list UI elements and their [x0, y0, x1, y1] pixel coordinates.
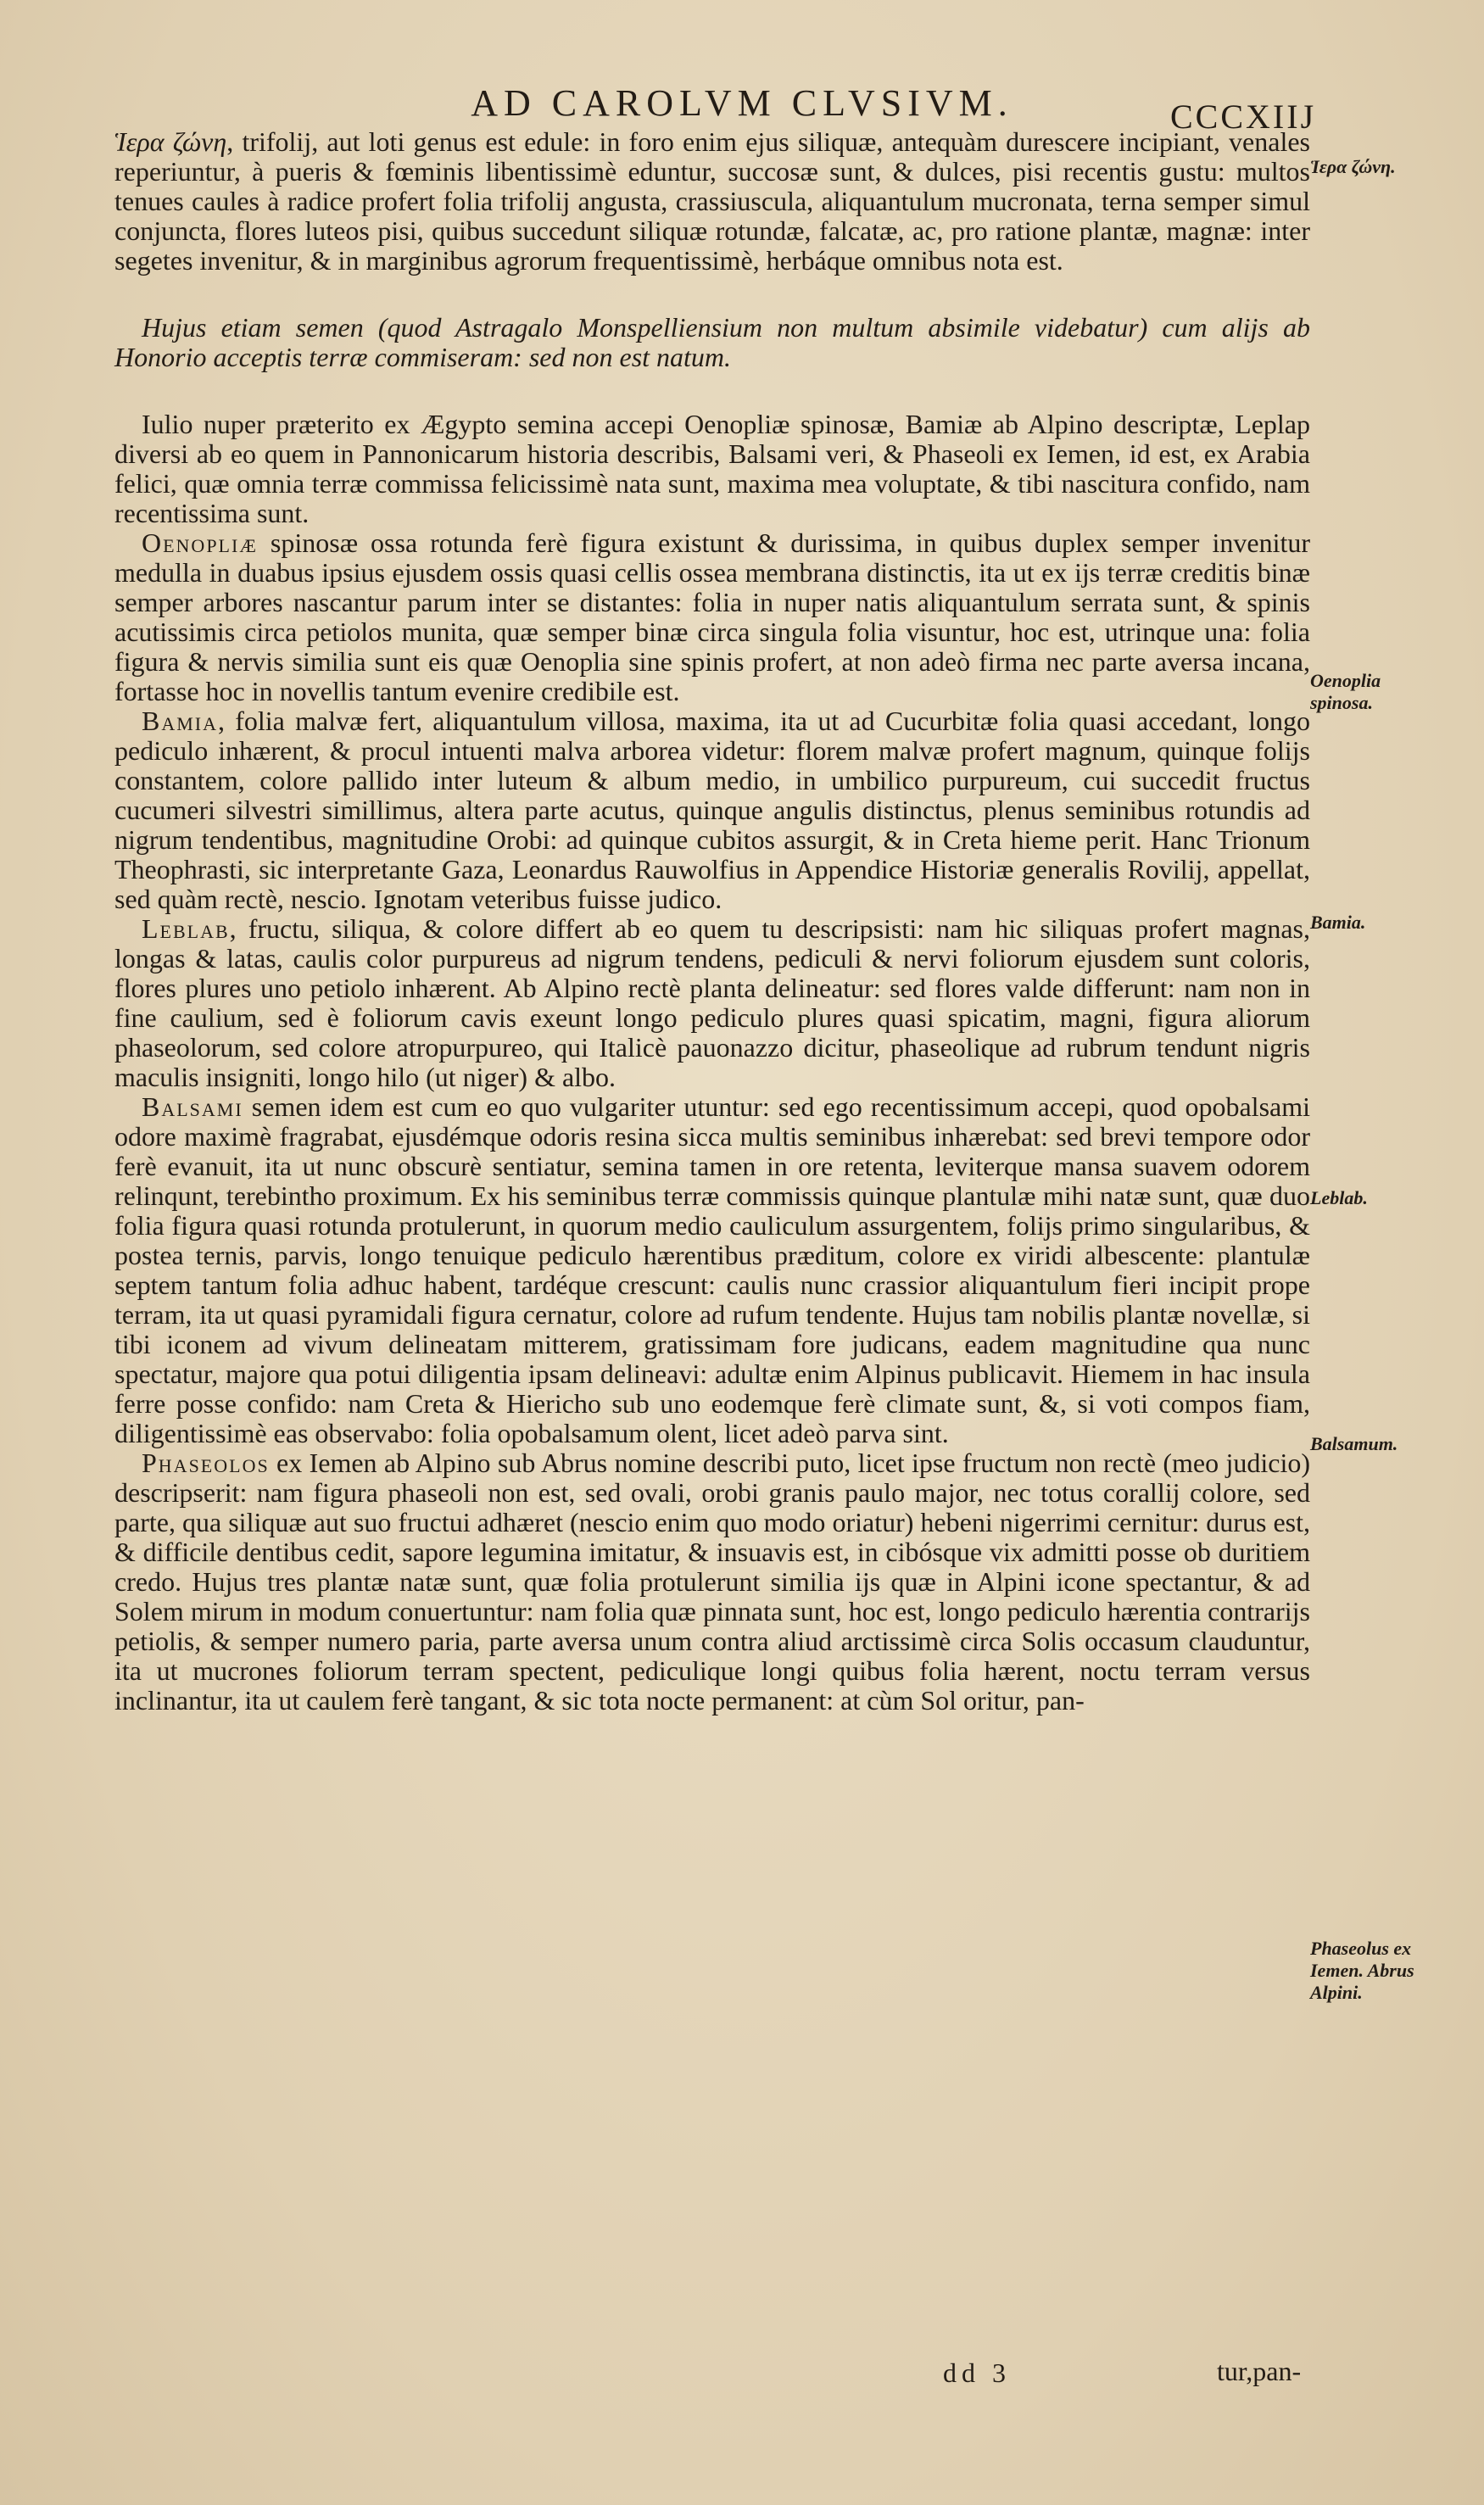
paragraph-lead: Balsami: [142, 1091, 243, 1122]
folio-number: CCCXIIJ: [1170, 98, 1317, 136]
margin-note-bamia: Bamia.: [1310, 912, 1366, 933]
paragraph-hierazone: [114, 127, 1310, 276]
paragraph-text: , trifolij, aut loti genus est edule: in foro enim ejus siliquæ, antequàm durescere incipiant, venales reperiuntur, à pueris & fœminis libentissimè eduntur, succosæ sunt, & dulces, pisi recentis gustu: multos tenues caules à radice profert folia trifolij angusta, crassiuscula, aliquantulum mucronata, terna semper simul conjuncta, flores luteos pisi, quibus succedunt siliquæ rotundæ, falcatæ, ac, pro ratione plantæ, magnæ: inter segetes invenitur, & in marginibus agrorum frequentissimè, herbáque omnibus nota est.: [114, 126, 1311, 276]
margin-note-leblab: Leblab.: [1310, 1187, 1368, 1208]
margin-note-phaseolus: Phaseolus ex Iemen. Abrus Alpini.: [1310, 1938, 1414, 2003]
paragraph-bamia: [114, 706, 1310, 914]
paragraph-lead: Phaseolos: [142, 1448, 270, 1478]
paragraph-text: Iulio nuper præterito ex Ægypto semina accepi Oenopliæ spinosæ, Bamiæ ab Alpino descriptæ, Leplap diversi ab eo quem in Pannonicarum historia describis, Balsami veri, & Phaseoli ex Iemen, id est, ex Arabia felici, quæ omnia terræ commissa felicissimè nata sunt, maxima mea voluptate, & tibi nascitura confido, nam recentissima sunt.: [114, 409, 1310, 528]
margin-note-oenoplia: Oenoplia spinosa.: [1310, 670, 1381, 713]
paragraph-lead: Ἱερα ζώνη: [114, 126, 227, 157]
paragraph-lead: Bamia: [142, 706, 219, 736]
paragraph-egypt-seeds: [114, 410, 1310, 528]
paragraph-text: ex Iemen ab Alpino sub Abrus nomine describi puto, licet ipse fructum non rectè (meo judicio) descripserit: nam figura phaseoli non est, sed ovali, orobi granis paulo major, nec totus corallij colore, sed parte, qua siliquæ aut suo fructui adhæret (nescio enim quo modo oriatur) hebeni nigerrimi cernitur: durus est, & difficile dentibus cedit, sapore legumina imitatur, & insuavis est, in cibósque vix admitti posse ob duritiem credo. Hujus tres plantæ natæ sunt, quæ folia protulerunt similia ijs quæ in Alpini icone spectantur, & ad Solem mirum in modum conuertuntur: nam folia quæ pinnata sunt, hoc est, longo pediculo hærentia contrarijs petiolis, & semper numero paria, parte aversa unum contra aliud arctissimè circa Solis occasum clauduntur, ita ut mucrones foliorum terram spectent, pediculique longi quibus folia hærent, noctu terram versus inclinantur, ita ut caulem ferè tangant, & sic tota nocte permanent: at cùm Sol oritur, pan-: [114, 1448, 1310, 1716]
paragraph-leblab: [114, 914, 1310, 1092]
main-text: [114, 127, 1310, 1716]
signature-mark: dd 3: [943, 2357, 1011, 2388]
paragraph-balsamum: [114, 1092, 1310, 1448]
margin-note-hierazone: Ἱερα ζώνη.: [1310, 156, 1396, 177]
paragraph-text: Hujus etiam semen (quod Astragalo Monspelliensium non multum absimile videbatur) cum alijs ab Honorio acceptis terræ commiseram: sed non est natum.: [114, 312, 1310, 372]
paragraph-text: , fructu, siliqua, & colore differt ab eo quem tu descripsisti: nam hic siliquas profert magnas, longas & latas, caulis color purpureus ad nigrum tendens, pediculi & nervi foliorum ejusdem sunt coloris, flores plures uno petiolo inhærent. Ab Alpino rectè planta delineatur: sed flores valde differunt: nam non in fine caulium, sed è foliorum cavis exeunt longo pediculo plures quasi spicatim, magni, figura aliorum phaseolorum, sed colore atropurpureo, qui Italicè pauonazzo dicitur, phaseolique ad rubrum tendunt nigris maculis insigniti, longo hilo (ut niger) & albo.: [114, 913, 1310, 1092]
paragraph-astragalus-note: [114, 313, 1310, 372]
running-head-title: AD CAROLVM CLVSIVM.: [471, 82, 1013, 124]
paragraph-text: semen idem est cum eo quo vulgariter utuntur: sed ego recentissimum accepi, quod opobalsami odore maximè fragrabat, ejusdémque odoris resina sicca multis seminibus inhærebat: sed brevi tempore odor ferè evanuit, ita ut nunc obscurè sentiatur, semina tamen in ore retenta, leviterque mansa suavem odorem relinqunt, terebintho proximum. Ex his seminibus terræ commissis quinque plantulæ mihi natæ sunt, quæ duo folia figura quasi rotunda protulerunt, in quorum medio cauliculum assurgentem, folijs primo singularibus, & postea ternis, parvis, longo tenuique pediculo hærentibus præditum, colore ex viridi albescente: plantulæ septem tantum folia adhuc habent, tardéque crescunt: caulis nunc crassior aliquantulum fieri incipit prope terram, ita ut quasi pyramidali figura cernatur, colore ad rufum tendente. Hujus tam nobilis plantæ novellæ, si tibi iconem ad vivum delineatam mitterem, gratissimam fore judicans, eadem magnitudine qua nunc spectatur, majore qua potui diligentia ipsam delineavi: adultæ enim Alpinus publicavit. Hiemem in hac insula ferre posse confido: nam Creta & Hiericho sub uno eodemque ferè climate sunt, &, si voti compos fiam, diligentissimè eas observabo: folia opobalsamum olent, licet adeò parva sint.: [114, 1091, 1310, 1448]
paragraph-text: spinosæ ossa rotunda ferè figura existunt & durissima, in quibus duplex semper invenitur medulla in duabus ipsius ejusdem ossis quasi cellis ossea membrana distinctis, ita ut ex ijs terræ creditis binæ semper arbores nascantur parum inter se distantes: folia in nuper natis aliquantulum serrata sunt, & spinis acutissimis circa petiolos munita, quæ semper binæ circa singula folia visuntur, hoc est, utrinque una: folia figura & nervis similia sunt eis quæ Oenoplia sine spinis profert, at non adeò firma nec parte aversa incana, fortasse hoc in novellis tantum evenire credibile est.: [114, 527, 1310, 706]
paragraph-text: , folia malvæ fert, aliquantulum villosa, maxima, ita ut ad Cucurbitæ folia quasi accedant, longo pediculo inhærent, & procul intuenti malva arborea videtur: florem malvæ profert magnum, quinque folijs constantem, colore pallido inter luteum & album medio, in umbilico purpureum, cui succedit fructus cucumeri silvestri simillimus, altera parte acutus, quinque angulis distinctus, plenus seminibus rotundis ad nigrum tendentibus, magnitudine Orobi: ad quinque cubitos assurgit, & in Creta hieme perit. Hanc Trionum Theophrasti, sic interpretante Gaza, Leonardus Rauwolfius in Appendice Historiæ generalis Rovilij, appellat, sed quàm rectè, nescio. Ignotam veteribus fuisse judico.: [114, 706, 1310, 914]
margin-note-balsamum: Balsamum.: [1310, 1433, 1398, 1454]
catchword: tur,pan-: [1217, 2356, 1302, 2386]
paragraph-lead: Oenopliæ: [142, 527, 258, 558]
paragraph-oenoplia: [114, 528, 1310, 706]
paragraph-lead: Leblab: [142, 913, 230, 944]
paragraph-phaseolus: [114, 1448, 1310, 1716]
